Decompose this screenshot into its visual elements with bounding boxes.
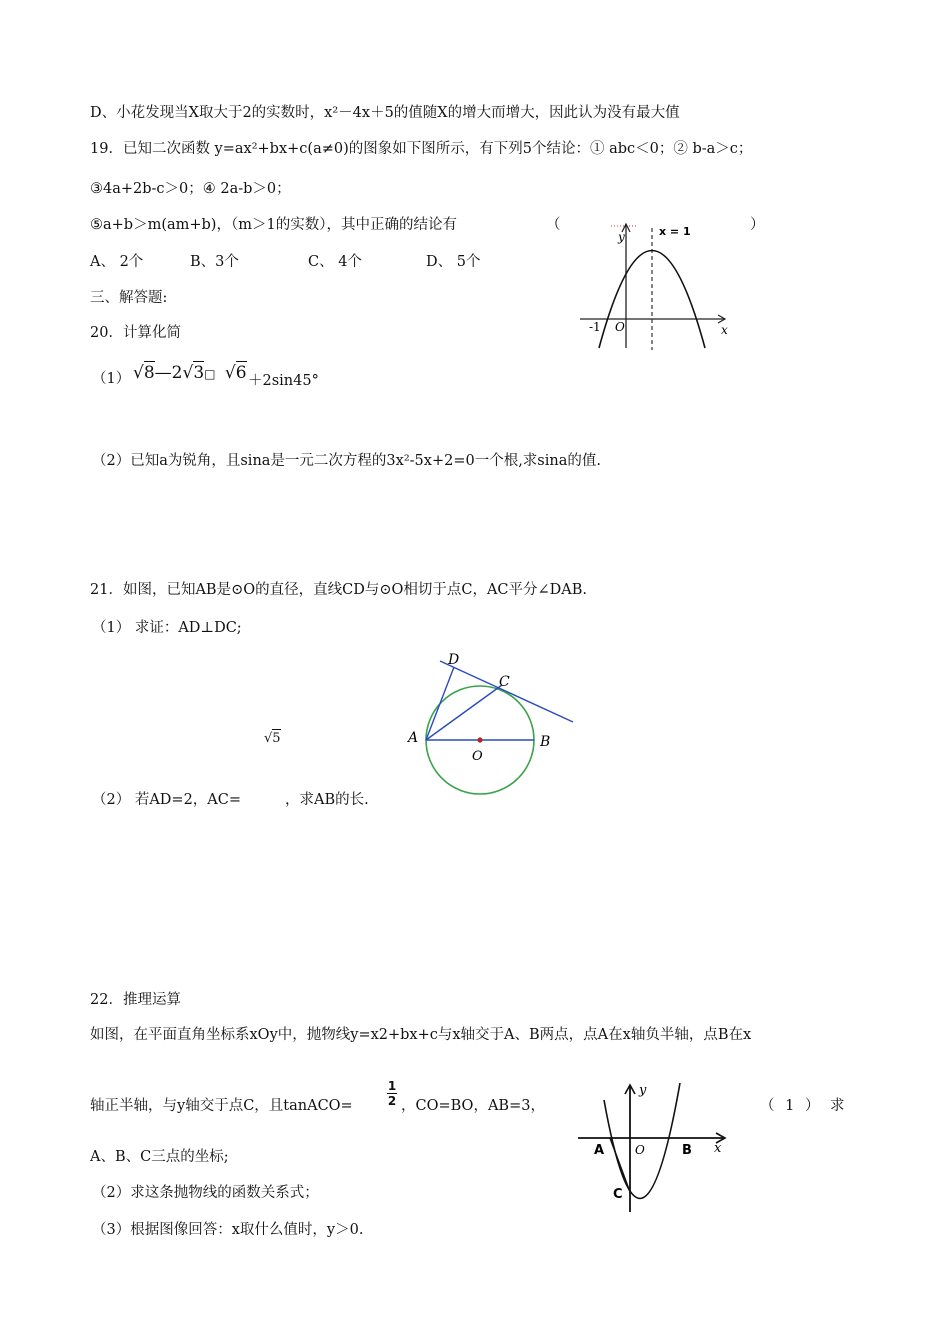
q19-line2: ③4a+2b-c＞0；④ 2a-b＞0； [90,181,291,197]
q22-title: 22．推理运算 [90,992,181,1008]
q21-label-o: O [472,749,483,764]
q21-sqrt5 [264,729,281,749]
q22-label-y: y [639,1083,647,1098]
q21-label-c: C [499,674,510,690]
q22-label-x: x [714,1141,722,1156]
q19-label-sym: x = 1 [659,225,691,238]
q21-label-a: A [408,730,419,746]
q19-label-neg-one: -1 [589,320,601,334]
q18-option-d: D、小花发现当X取大于2的实数时，x²－4x＋5的值随X的增大而增大，因此认为没有最大值 [90,105,680,121]
q21-tangent-cd [440,661,573,722]
q19-label-x: x [721,323,728,337]
q20-part1-label: （1） [92,371,131,387]
q20-r6: 6 [235,363,247,383]
q20-title: 20．计算化简 [90,325,181,341]
q21-label-d: D [448,652,460,668]
q20-r8: 8 [143,363,155,383]
q21-part2-prefix: （2） 若AD=2，AC= [92,792,242,808]
q22-label-o: O [635,1143,645,1157]
q22-fraction [385,1080,399,1107]
q22-line2-suffix: ，CO=BO，AB=3， [401,1098,545,1114]
q19-paren-close: ） [750,217,765,233]
q19-line3: ⑤a+b＞m(am+b)，（m＞1的实数），其中正确的结论有 [90,217,457,233]
q22-label-b: B [682,1143,692,1158]
sqrt-sign: √ [224,363,236,383]
q22-frac-den: 2 [387,1094,397,1108]
q19-line1: 19．已知二次函数 y=ax²+bx+c(a≠0)的图象如下图所示，有下列5个结论：① abc＜0；② b-a＞c； [90,141,753,157]
q20-minus2: —2 [154,363,183,383]
section-title: 三、解答题: [90,290,168,306]
q19-label-origin: O [615,320,625,334]
q22-line2-prefix: 轴正半轴，与y轴交于点C，且tanACO= [90,1098,353,1114]
sqrt-sign: √ [264,731,273,746]
q22-parabola-curve [604,1083,680,1198]
q19-parabola-graph [575,210,735,355]
q19-choice-c: C、 4个 [308,254,362,270]
q22-part3: （3）根据图像回答：x取什么值时，y＞0. [92,1222,364,1238]
q19-choice-b: B、3个 [190,254,239,270]
q20-part2: （2）已知a为锐角，且sina是一元二次方程的3x²-5x+2=0一个根,求sina的值. [92,453,601,469]
q19-choice-a: A、 2个 [90,254,144,270]
q22-label-a: A [594,1143,605,1158]
q21-part2-suffix: ，求AB的长. [285,792,369,808]
q22-part2: （2）求这条抛物线的函数关系式； [92,1185,319,1201]
q20-box: □ [204,367,216,381]
q21-part1: （1） 求证：AD⊥DC; [92,620,242,636]
q21-segment-ac [426,685,502,740]
q21-circle-figure [398,648,583,798]
q22-part1-tail: （ 1 ） 求 [760,1098,845,1114]
q20-r3: 3 [193,363,205,383]
q21-label-b: B [540,734,551,750]
q21-sqrt5-value: 5 [272,731,281,746]
sqrt-sign: √ [133,363,144,383]
sqrt-sign: √ [182,363,194,383]
q19-choice-d: D、 5个 [426,254,481,270]
q19-paren-open: （ [546,217,561,233]
q22-line3: A、B、C三点的坐标; [90,1149,229,1165]
q21-center-point [477,737,482,742]
q20-part1-expression [133,363,247,383]
q22-label-c: C [613,1187,623,1202]
q19-label-y: y [618,230,625,244]
q20-part1-tail: ＋2sin45° [248,373,319,389]
q21-line1: 21．如图，已知AB是⊙O的直径，直线CD与⊙O相切于点C，AC平分∠DAB. [90,582,588,598]
q22-parabola-figure [575,1080,735,1220]
q22-line1: 如图，在平面直角坐标系xOy中，抛物线y=x2+bx+c与x轴交于A、B两点，点A在x轴负半轴，点B在x [90,1027,752,1043]
q22-frac-num: 1 [387,1079,397,1093]
q22-segment-ac [610,1138,630,1192]
